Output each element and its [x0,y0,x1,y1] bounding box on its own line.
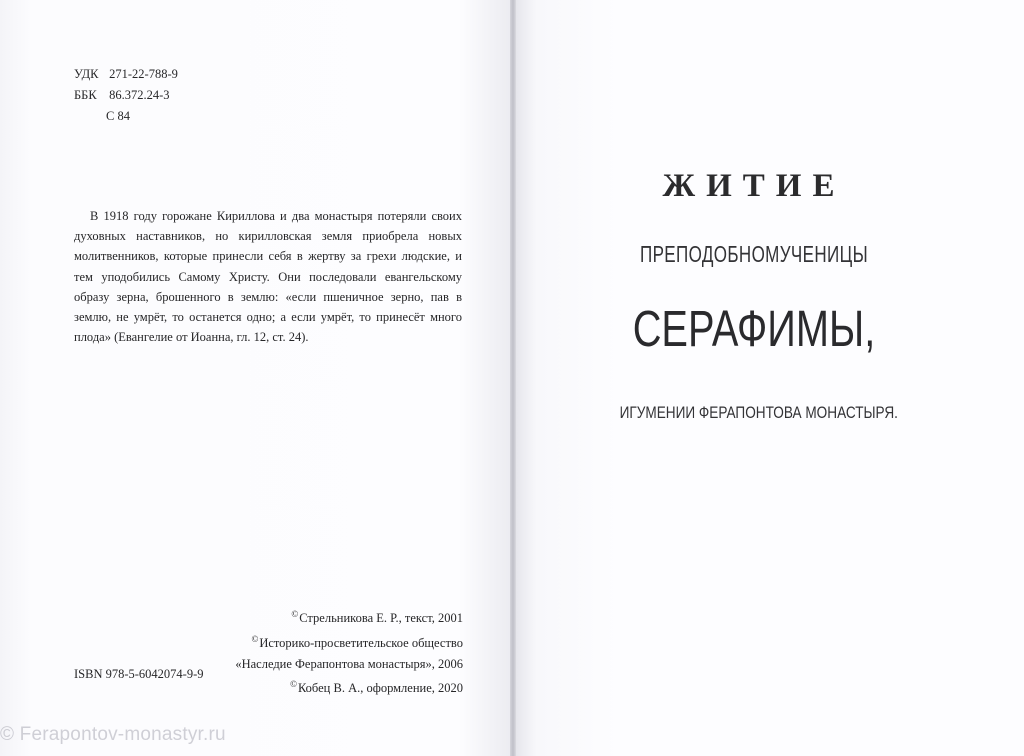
intro-paragraph: В 1918 году горожане Кириллова и два монастыря потеряли своих духовных наставников, но кирилловская земля приобрела новых молитвенников, которые принесли себя в жертву за грехи людские, и тем уподобились Самому Христу. Они последовали евангельскому образу зерна, брошенного в землю: «если пшеничное зерно, пав в землю, не умрёт, то останется одно; а если умрёт, то принесёт много плода» (Евангелие от Иоанна, гл. 12, ст. 24). [74,209,462,345]
udk-label: УДК [74,67,99,81]
title-name: СЕРАФИМЫ, [632,300,876,357]
copyright-line-4: ©Кобец В. А., оформление, 2020 [290,679,463,696]
udk-row [74,64,178,85]
copyright-block [232,604,463,699]
bbk-label: ББК [74,88,97,102]
title-abbess: ИГУМЕНИИ ФЕРАПОНТОВА МОНАСТЫРЯ. [619,403,898,422]
copyright-symbol: © [251,633,259,644]
copyright-line-3: «Наследие Ферапонтова монастыря», 2006 [235,656,463,671]
udk-value: 271-22-788-9 [109,67,178,81]
copyright-line-2: ©Историко-просветительское общество [251,633,463,650]
author-mark: С 84 [106,109,130,123]
isbn: ISBN 978-5-6042074-9-9 [74,667,204,681]
copyright-line-1: ©Стрельникова Е. Р., текст, 2001 [291,609,463,625]
watermark: © Ferapontov-monastyr.ru [0,724,226,745]
copyright-symbol: © [291,609,299,619]
copyright-symbol: © [290,679,297,690]
title-subtitle: ПРЕПОДОБНОМУЧЕНИЦЫ [639,241,869,267]
right-page [516,0,1024,756]
classification-codes [74,64,178,127]
intro-text [74,206,462,347]
bbk-value: 86.372.24-3 [109,88,170,102]
title-life: ЖИТИЕ [662,168,846,204]
bbk-row [74,85,178,106]
